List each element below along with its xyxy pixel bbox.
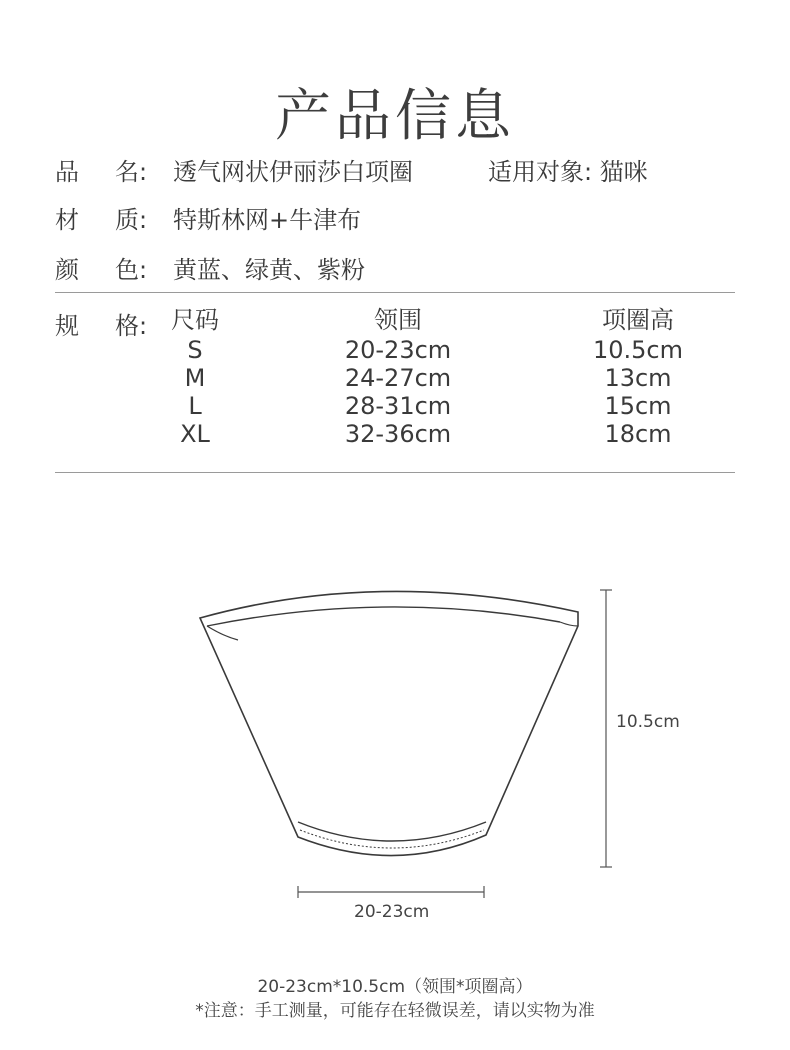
- neck-cell: 32-36cm: [344, 420, 452, 448]
- name-label-b: 名:: [115, 158, 148, 186]
- color-row: [55, 250, 365, 285]
- divider-top: [55, 292, 735, 293]
- product-name-value: 透气网状伊丽莎白项圈: [173, 158, 413, 186]
- collar-illustration: [0, 560, 790, 930]
- size-cell: S: [187, 336, 203, 364]
- neck-dimension-label: 20-23cm: [354, 902, 430, 922]
- measurement-disclaimer: *注意：手工测量，可能存在轻微误差，请以实物为准: [195, 1001, 595, 1021]
- neck-header: 领围: [374, 306, 422, 334]
- height-dimension-label: 10.5cm: [616, 712, 680, 732]
- height-cell: 10.5cm: [592, 336, 683, 364]
- color-label-a: 颜: [55, 256, 79, 284]
- page-title: 产品信息: [275, 84, 515, 149]
- spec-label-a: 规: [55, 312, 79, 340]
- neck-cell: 28-31cm: [344, 392, 452, 420]
- height-column: [568, 306, 708, 448]
- color-label-b: 色:: [115, 256, 148, 284]
- divider-bottom: [55, 472, 735, 473]
- spec-label: [55, 306, 147, 341]
- neck-column: [318, 306, 478, 448]
- size-cell: XL: [180, 420, 210, 448]
- material-label-a: 材: [55, 206, 79, 234]
- height-cell: 15cm: [604, 392, 672, 420]
- height-header: 项圈高: [602, 306, 674, 334]
- color-value: 黄蓝、绿黄、紫粉: [173, 256, 365, 284]
- material-row: [55, 200, 361, 235]
- size-header: 尺码: [171, 306, 219, 334]
- collar-outline: [200, 591, 578, 855]
- spec-label-b: 格:: [115, 312, 148, 340]
- material-value: 特斯林网+牛津布: [173, 206, 362, 234]
- size-note: 20-23cm*10.5cm（领围*项圈高）: [257, 977, 533, 997]
- audience-text: 适用对象: 猫咪: [488, 158, 648, 186]
- name-label-a: 品: [55, 158, 79, 186]
- size-cell: M: [184, 364, 206, 392]
- collar-diagram: [0, 560, 790, 930]
- height-cell: 18cm: [604, 420, 672, 448]
- height-cell: 13cm: [604, 364, 672, 392]
- size-cell: L: [188, 392, 202, 420]
- product-name-row: [55, 152, 413, 187]
- neck-cell: 20-23cm: [344, 336, 452, 364]
- neck-cell: 24-27cm: [344, 364, 452, 392]
- material-label-b: 质:: [115, 206, 148, 234]
- size-column: [155, 306, 235, 448]
